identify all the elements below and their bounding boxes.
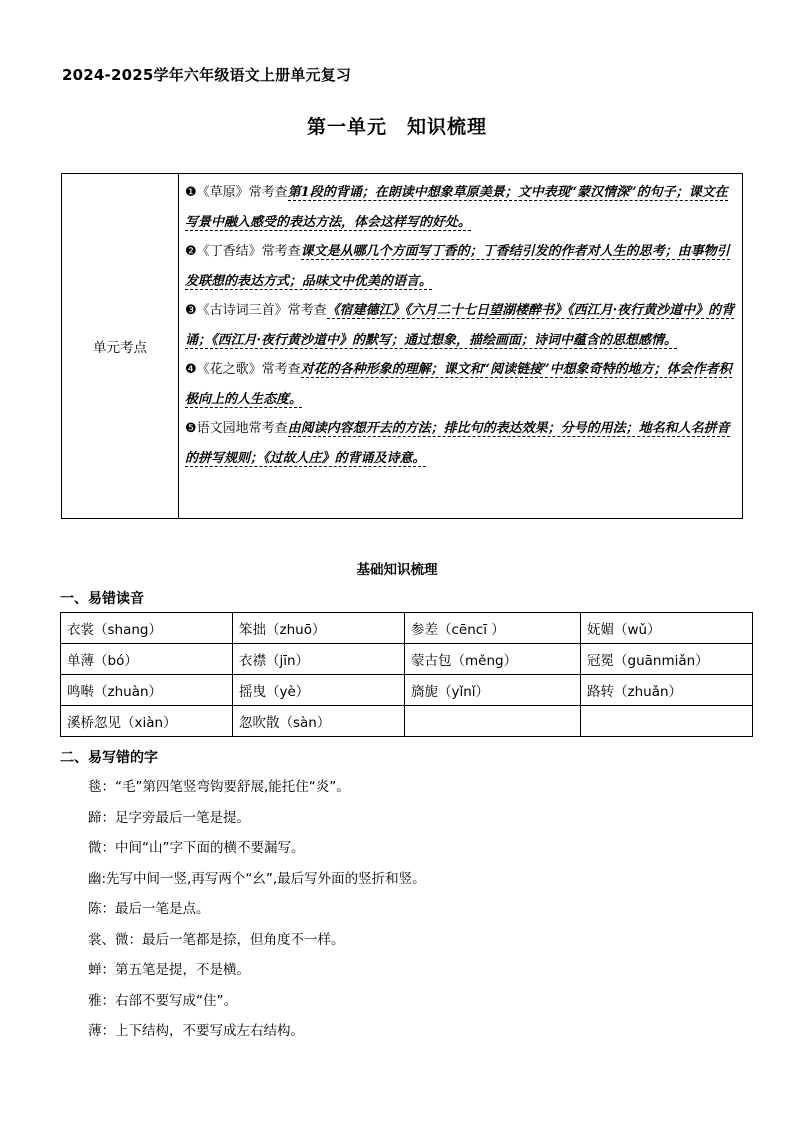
table-cell: 衣裳（shang） [61,613,233,644]
table-cell: 笨拙（zhuō） [233,613,405,644]
table-row [61,613,753,644]
table-cell [405,706,581,737]
table-cell: 摇曳（yè） [233,675,405,706]
key-points-content [179,178,737,473]
key-point-item: ❷《丁香结》常考查课文是从哪几个方面写丁香的；丁香结引发的作者对人生的思考；由事物引发联想的表达方式；品味文中优美的语言。 [185,244,730,289]
list-item: 微：中间“山”字下面的横不要漏写。 [88,840,305,856]
table-row [61,675,753,706]
table-cell: 旖旎（yǐnǐ） [405,675,581,706]
table-row [61,706,753,737]
document-header: 2024-2025学年六年级语文上册单元复习 [62,66,352,84]
key-point-item: ❸《古诗词三首》常考查《宿建德江》《六月二十七日望湖楼醉书》《西江月·夜行黄沙道中》的背诵；《西江月·夜行黄沙道中》的默写；通过想象，描绘画面；诗词中蕴含的思想感情。 [185,303,735,348]
section-title: 基础知识梳理 [356,562,438,578]
table-cell: 忽吹散（sàn） [233,706,405,737]
writing-list [88,777,768,1052]
list-item: 幽:先写中间一竖,再写两个“幺”,最后写外面的竖折和竖。 [88,870,426,887]
pronunciation-heading: 一、易错读音 [60,591,144,607]
table-cell [581,706,753,737]
writing-heading: 二、易写错的字 [60,750,158,766]
table-cell: 蒙古包（měng） [405,644,581,675]
list-item: 毯：“毛”第四笔竖弯钩要舒展,能托住“炎”。 [88,779,350,795]
table-cell: 衣襟（jīn） [233,644,405,675]
table-cell: 单薄（bó） [61,644,233,675]
table-cell: 鸣啭（zhuàn） [61,675,233,706]
key-point-item: ❺语文园地常考查由阅读内容想开去的方法；排比句的表达效果；分号的用法；地名和人名拼音的拼写规则；《过故人庄》的背诵及诗意。 [185,421,730,466]
key-points-label: 单元考点 [62,174,179,518]
list-item: 薄：上下结构，不要写成左右结构。 [88,1023,304,1039]
pronunciation-table [60,612,753,737]
key-point-item: ❶《草原》常考查第1段的背诵；在朗读中想象草原美景；文中表现“蒙汉情深”的句子；课文在写景中融入感受的表达方法，体会这样写的好处。 [185,185,728,230]
key-points-table [61,173,743,519]
key-point-item: ❹《花之歌》常考查对花的各种形象的理解；课文和“阅读链接”中想象奇特的地方；体会作者积极向上的人生态度。 [185,362,732,407]
table-row [61,644,753,675]
table-cell: 溪桥忽见（xiàn） [61,706,233,737]
list-item: 雅：右部不要写成“住”。 [88,992,237,1009]
list-item: 蹄：足字旁最后一笔是提。 [88,809,250,826]
list-item: 陈：最后一笔是点。 [88,901,210,917]
table-cell: 参差（cēncī ） [405,613,581,644]
unit-title: 第一单元 知识梳理 [306,116,487,138]
list-item: 蝉：第五笔是提，不是横。 [88,962,250,978]
table-cell: 冠冕（guānmiǎn） [581,644,753,675]
table-cell: 路转（zhuǎn） [581,675,753,706]
table-cell: 妩媚（wǔ） [581,613,753,644]
list-item: 裳、微：最后一笔都是捺，但角度不一样。 [88,931,345,948]
